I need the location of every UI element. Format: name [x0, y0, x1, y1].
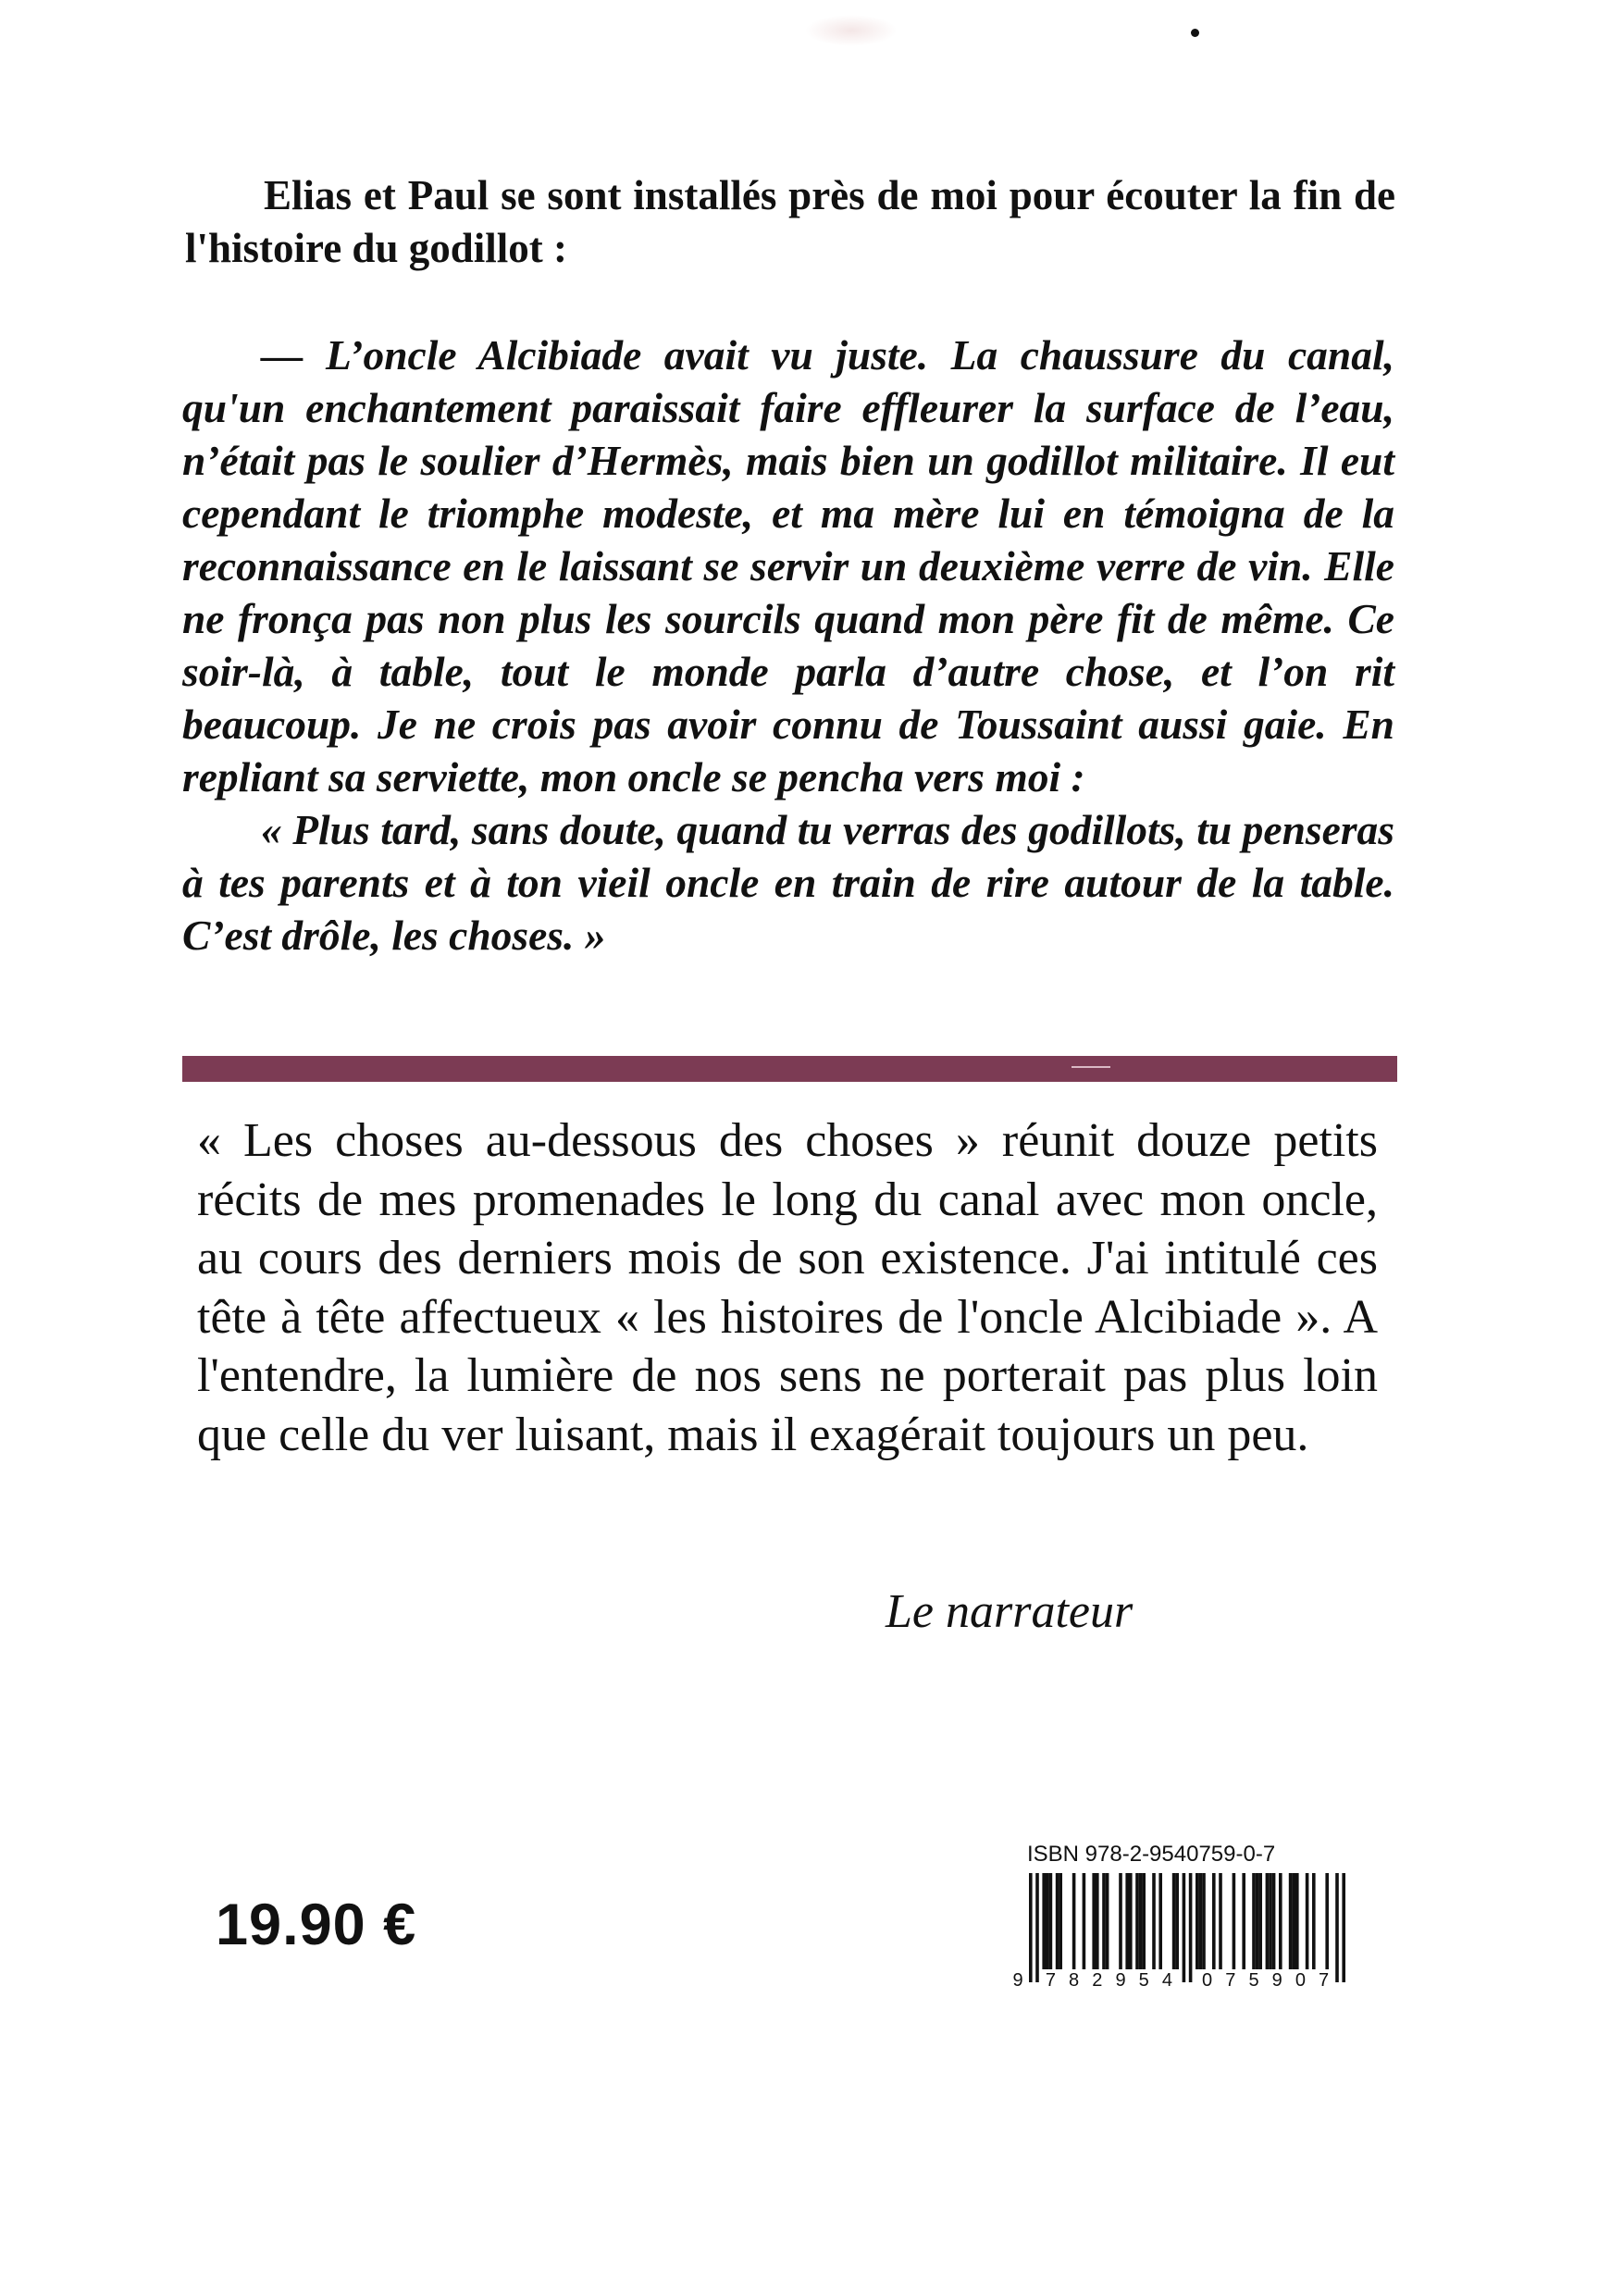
barcode-digits	[1012, 1970, 1329, 1991]
barcode-bar	[1219, 1873, 1222, 1969]
barcode-bar	[1272, 1873, 1276, 1969]
barcode-digit: 9	[1012, 1970, 1023, 1991]
barcode-bar	[1196, 1873, 1199, 1969]
barcode-bar	[1035, 1873, 1039, 1982]
barcode-bar	[1279, 1873, 1282, 1969]
barcode-bar	[1306, 1873, 1309, 1969]
barcode-bar	[1129, 1873, 1133, 1969]
price-label: 19.90 €	[216, 1893, 417, 1957]
barcode-bar	[1096, 1873, 1099, 1969]
intro-paragraph: Elias et Paul se sont installés près de moi pour écouter la fin de l'histoire du godillot :	[185, 172, 1395, 271]
print-smudge	[805, 15, 898, 46]
barcode-bar	[1092, 1873, 1096, 1969]
barcode-digit: 7	[1225, 1970, 1236, 1991]
story-paragraph-1: — L’oncle Alcibiade avait vu juste. La chaussure du canal, qu'un enchantement paraissait faire effleurer la surface de l’eau, n’était pas le soulier d’Hermès, mais bien un godillot militaire. Il eut cependant le triomphe modeste, et ma mère lui en témoigna de la reconnaissance en le laissant se servir un deuxième verre de vin. Elle ne fronça pas non plus les sourcils quand mon père fit de même. Ce soir-là, à table, tout le monde parla d’autre chose, et l’on rit beaucoup. Je ne crois pas avoir connu de Toussaint aussi gaie. En repliant sa serviette, mon oncle se pencha vers moi :	[182, 331, 1394, 800]
barcode-bar	[1252, 1873, 1256, 1969]
barcode-bar	[1269, 1873, 1272, 1969]
barcode-bar	[1212, 1873, 1216, 1969]
barcode-digit: 9	[1115, 1970, 1126, 1991]
barcode-digit: 8	[1069, 1970, 1080, 1991]
barcode-bar	[1135, 1873, 1139, 1969]
divider-mark	[1072, 1066, 1110, 1068]
barcode-bar	[1256, 1873, 1259, 1969]
narrator-signature: Le narrateur	[886, 1585, 1134, 1638]
barcode-bar	[1189, 1873, 1193, 1982]
barcode-bar	[1125, 1873, 1129, 1969]
print-dot	[1191, 29, 1199, 37]
barcode-bar	[1106, 1873, 1109, 1969]
barcode-bar	[1119, 1873, 1122, 1969]
barcode-bar	[1266, 1873, 1270, 1969]
barcode-digit: 9	[1271, 1970, 1282, 1991]
barcode-digit: 7	[1319, 1970, 1330, 1991]
barcode-bar	[1102, 1873, 1106, 1969]
barcode-bar	[1042, 1873, 1046, 1969]
barcode-bar	[1059, 1873, 1062, 1969]
barcode-bar	[1183, 1873, 1186, 1982]
barcode-bar	[1175, 1873, 1179, 1969]
barcode-bar	[1258, 1873, 1262, 1969]
isbn-barcode	[1007, 1871, 1358, 2001]
isbn-label: ISBN 978-2-9540759-0-7	[1027, 1842, 1276, 1867]
barcode-digit: 4	[1161, 1970, 1172, 1991]
barcode-bar	[1046, 1873, 1049, 1969]
barcode-bar	[1199, 1873, 1203, 1969]
book-blurb: « Les choses au-dessous des choses » réunit douze petits récits de mes promenades le long du canal avec mon oncle, au cours des derniers mois de son existence. J'ai intitulé ces tête à tête affectueux « les histoires de l'oncle Alcibiade ». A l'entendre, la lumière de nos sens ne porterait pas plus loin que celle du ver luisant, mais il exagérait toujours un peu.	[197, 1114, 1378, 1461]
barcode-digit: 7	[1045, 1970, 1056, 1991]
barcode-bar	[1342, 1873, 1345, 1982]
barcode-bars	[1029, 1873, 1345, 1982]
barcode-bar	[1139, 1873, 1143, 1969]
barcode-bar	[1072, 1873, 1076, 1969]
story-paragraph-2: « Plus tard, sans doute, quand tu verras des godillots, tu penseras à tes parents et à ton vieil oncle en train de rire autour de la table. C’est drôle, les choses. »	[182, 806, 1394, 959]
barcode-digit: 0	[1295, 1970, 1306, 1991]
barcode-bar	[1242, 1873, 1245, 1969]
barcode-bar	[1056, 1873, 1059, 1969]
barcode-bar	[1325, 1873, 1329, 1969]
barcode-bar	[1289, 1873, 1293, 1969]
barcode-bar	[1172, 1873, 1176, 1969]
barcode-bar	[1292, 1873, 1295, 1969]
section-divider	[182, 1056, 1397, 1082]
barcode-bar	[1083, 1873, 1086, 1969]
barcode-digit: 2	[1092, 1970, 1103, 1991]
barcode-bar	[1029, 1873, 1033, 1982]
barcode-bar	[1049, 1873, 1053, 1969]
barcode-bar	[1312, 1873, 1316, 1969]
barcode-bar	[1335, 1873, 1339, 1982]
barcode-digit: 5	[1248, 1970, 1259, 1991]
barcode-bar	[1142, 1873, 1146, 1969]
story-excerpt	[182, 329, 1394, 962]
barcode-bar	[1158, 1873, 1162, 1969]
barcode-digit: 5	[1138, 1970, 1149, 1991]
barcode-digit: 0	[1202, 1970, 1213, 1991]
barcode-bar	[1202, 1873, 1206, 1969]
barcode-bar	[1152, 1873, 1156, 1969]
barcode-bar	[1295, 1873, 1299, 1969]
barcode-bar	[1233, 1873, 1236, 1969]
